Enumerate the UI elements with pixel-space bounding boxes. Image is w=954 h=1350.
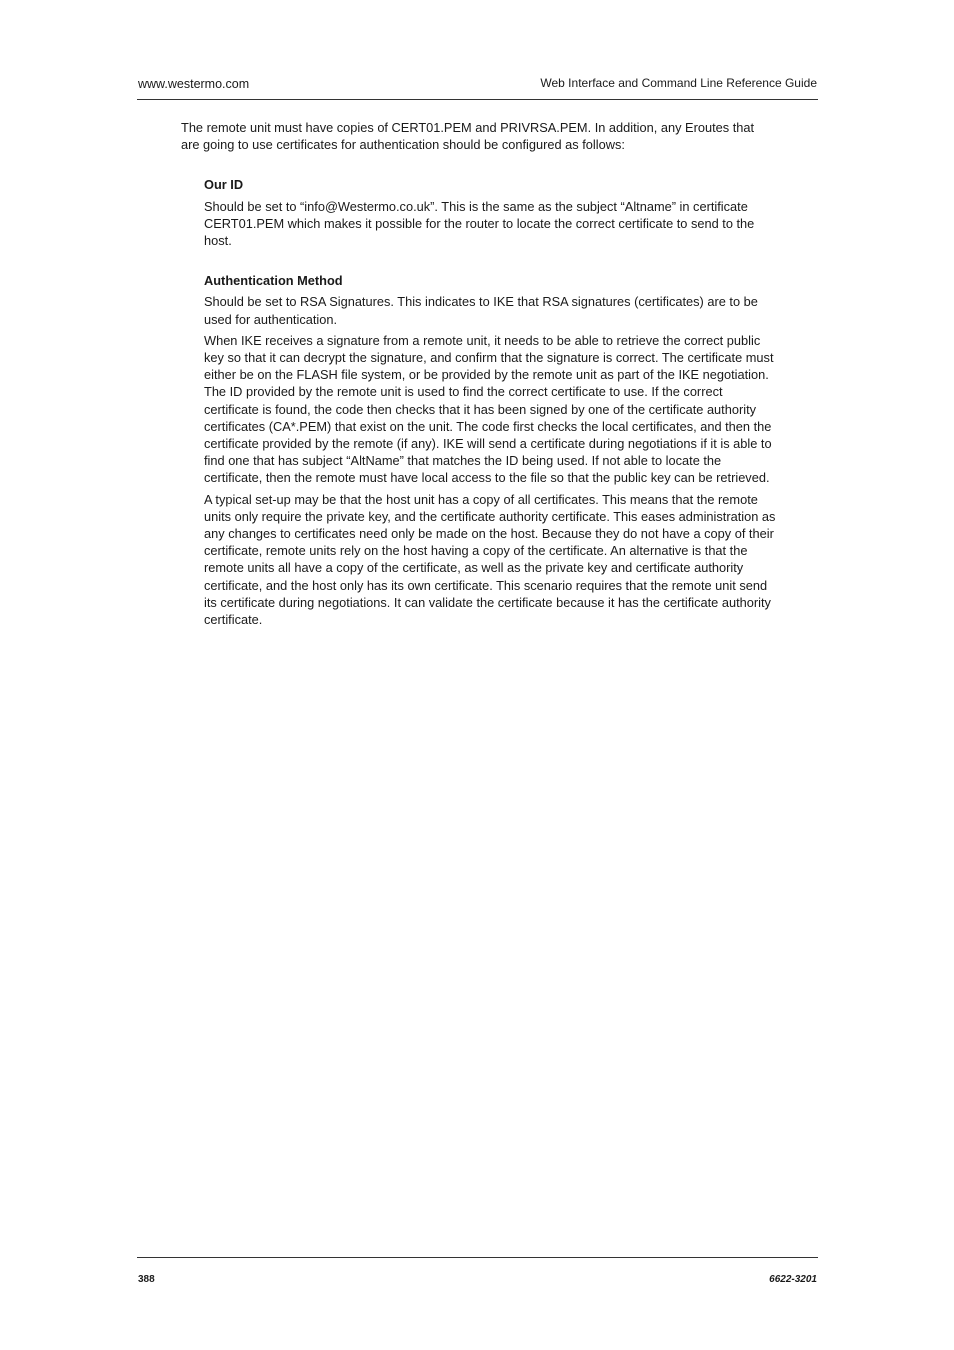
section-heading: Authentication Method — [204, 273, 343, 289]
page-number: 388 — [138, 1274, 155, 1285]
footer-divider — [137, 1257, 818, 1258]
intro-paragraph: The remote unit must have copies of CERT01.PEM and PRIVRSA.PEM. In addition, any Eroutes that are going to use certificates for authentication should be configured as follows: — [181, 120, 755, 153]
section-paragraph: Should be set to RSA Signatures. This indicates to IKE that RSA signatures (certificates) are to be used for authentication. — [204, 294, 758, 327]
section-heading: Our ID — [204, 177, 244, 193]
header-divider — [137, 99, 818, 100]
page-content — [181, 119, 781, 632]
section-authentication-method — [204, 272, 776, 628]
header-website: www.westermo.com — [138, 77, 250, 91]
section-paragraph: Should be set to “info@Westermo.co.uk”. This is the same as the subject “Altname” in certificate CERT01.PEM which makes it possible for the router to locate the correct certificate to send to the host. — [204, 198, 755, 249]
section-paragraph: A typical set-up may be that the host unit has a copy of all certificates. This means that the remote units only require the private key, and the certificate authority certificate. This eases administration as any changes to certificates need only be made on the host. Because they do not have a copy of their certificate, remote units rely on the host having a copy of the certificate. An alternative is that the remote units all have a copy of the certificate, as well as the private key and certificate authority certificate, and the host only has its own certificate. This scenario requires that the remote unit send its certificate during negotiations. It can validate the certificate because it has the certificate authority certificate. — [204, 491, 776, 628]
document-number: 6622-3201 — [769, 1274, 817, 1285]
section-our-id — [204, 176, 776, 249]
header-guide-title: Web Interface and Command Line Reference Guide — [540, 76, 817, 90]
section-paragraph: When IKE receives a signature from a remote unit, it needs to be able to retrieve the correct public key so that it can decrypt the signature, and confirm that the signature is correct. The certificate must either be on the FLASH file system, or be provided by the remote unit as part of the IKE negotiation. The ID provided by the remote unit is used to find the correct certificate to use. If the correct certificate is found, the code then checks that it has been signed by one of the certificate authority certificates (CA*.PEM) that exist on the unit. The code first checks the local certificates, and then the certificate provided by the remote (if any). IKE will send a certificate during negotiations if it is able to find one that has subject “AltName” that matches the ID being used. If not able to locate the certificate, then the remote must have local access to the file so that the public key can be retrieved. — [204, 332, 774, 486]
